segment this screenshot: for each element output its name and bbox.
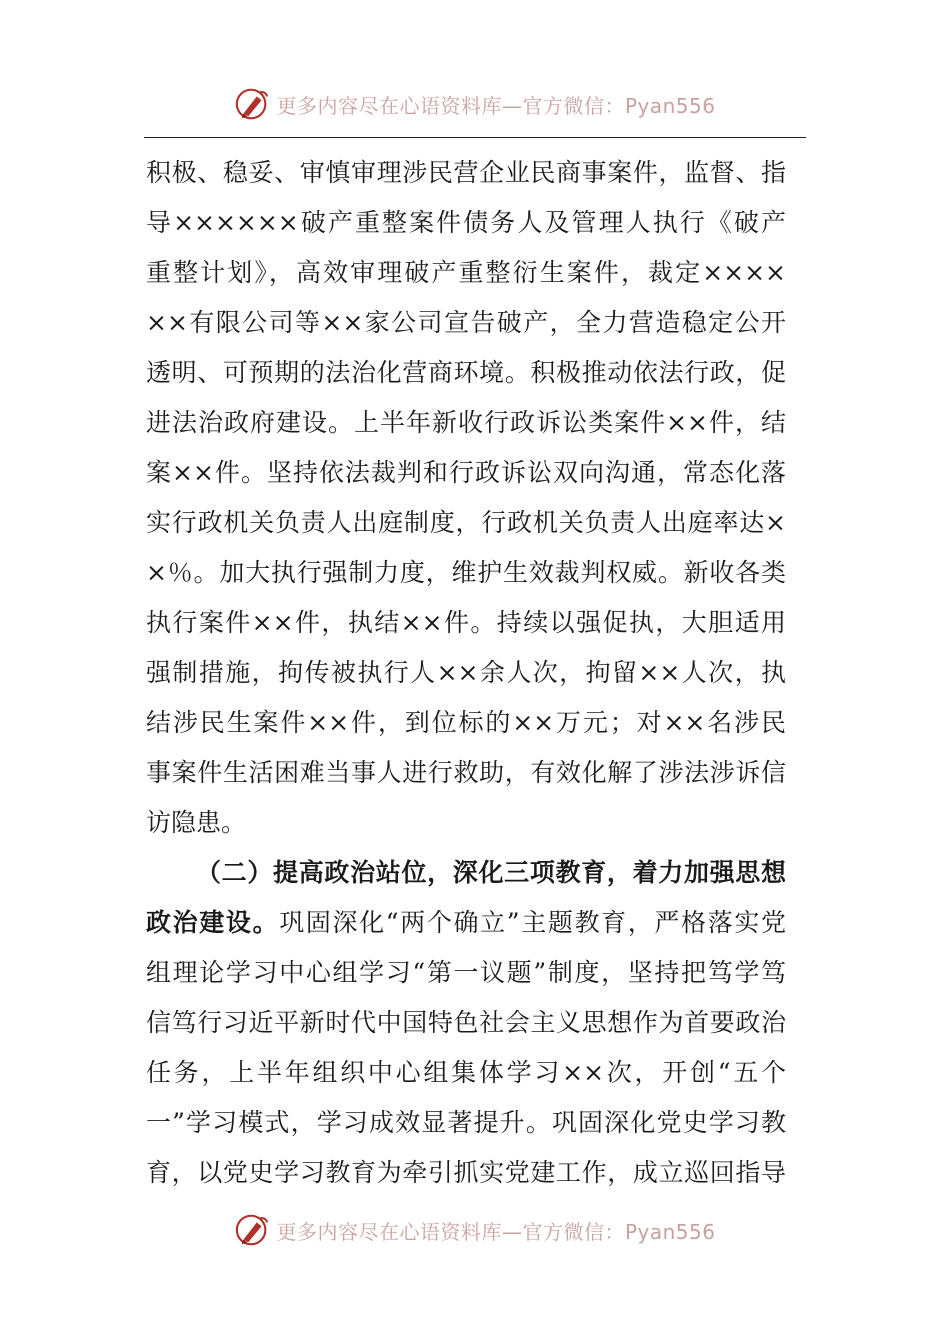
pen-logo-icon: [234, 1211, 272, 1249]
body-line: ××有限公司等××家公司宣告破产，全力营造稳定公开: [146, 308, 786, 337]
body-line: 事案件生活困难当事人进行救助，有效化解了涉法涉诉信: [146, 758, 786, 787]
body-line: 透明、可预期的法治化营商环境。积极推动依法行政，促: [146, 358, 786, 387]
header-banner-text: 更多内容尽在心语资料库—官方微信：Pyan556: [276, 93, 716, 118]
footer-banner-text: 更多内容尽在心语资料库—官方微信：Pyan556: [276, 1219, 716, 1244]
body-line: ×％。加大执行强制力度，维护生效裁判权威。新收各类: [146, 558, 786, 587]
body-line: 重整计划》，高效审理破产重整衍生案件，裁定××××: [146, 258, 786, 287]
body-line: 结涉民生案件××件，到位标的××万元；对××名涉民: [146, 708, 786, 737]
body-line: 访隐患。: [146, 808, 247, 837]
body-line: 进法治政府建设。上半年新收行政诉讼类案件××件，结: [146, 408, 786, 437]
body-line: 育，以党史学习教育为牵引抓实党建工作，成立巡回指导: [146, 1158, 786, 1187]
body-line: 案××件。坚持依法裁判和行政诉讼双向沟通，常态化落: [146, 458, 786, 487]
body-line: 执行案件××件，执结××件。持续以强促执，大胆适用: [146, 608, 786, 637]
header-divider: [144, 137, 806, 138]
body-line: 信笃行习近平新时代中国特色社会主义思想作为首要政治: [146, 1008, 786, 1037]
footer-banner: [0, 1208, 950, 1252]
body-line: [146, 898, 786, 948]
body-line: 任务，上半年组织中心组集体学习××次，开创“五个: [146, 1058, 786, 1087]
body-line: 导××××××破产重整案件债务人及管理人执行《破产: [146, 208, 786, 237]
pen-logo-icon: [234, 85, 272, 123]
body-line: 积极、稳妥、审慎审理涉民营企业民商事案件，监督、指: [146, 158, 786, 187]
body-line: 实行政机关负责人出庭制度，行政机关负责人出庭率达×: [146, 508, 786, 537]
document-body: [146, 148, 786, 1198]
body-line: 强制措施，拘传被执行人××余人次，拘留××人次，执: [146, 658, 786, 687]
section-heading: （二）提高政治站位，深化三项教育，着力加强思想: [196, 858, 786, 887]
section-heading-tail: 政治建设。: [146, 908, 280, 937]
section-text: 巩固深化“两个确立”主题教育，严格落实党: [279, 908, 786, 937]
header-banner: [0, 82, 950, 126]
body-line: 一”学习模式，学习成效显著提升。巩固深化党史学习教: [146, 1108, 786, 1137]
body-line: 组理论学习中心组学习“第一议题”制度，坚持把笃学笃: [146, 958, 786, 987]
